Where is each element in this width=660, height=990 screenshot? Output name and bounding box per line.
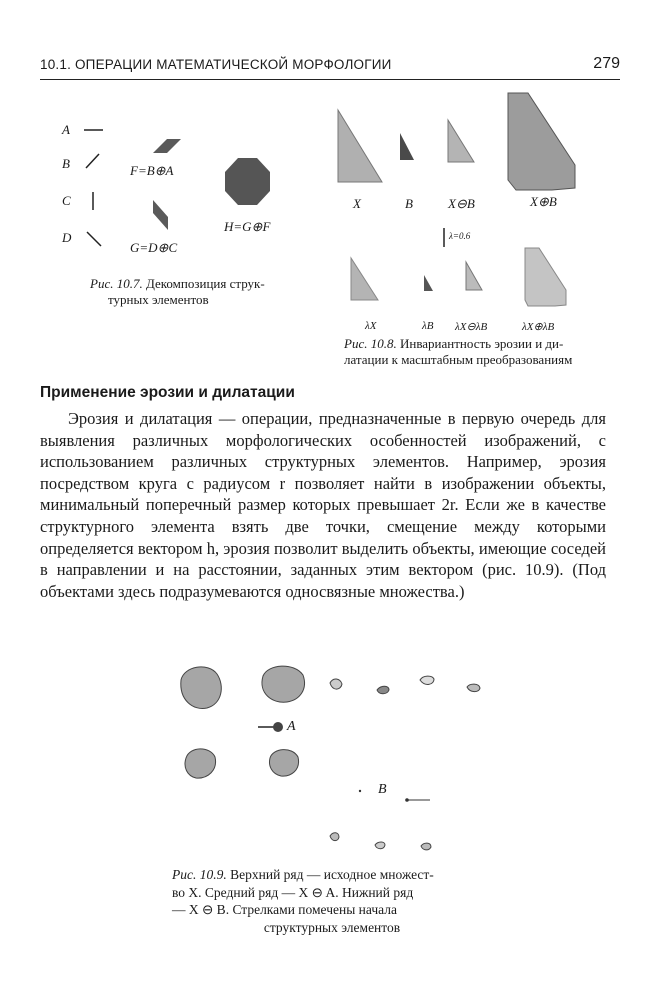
caption-10-8-prefix: Рис. 10.8. — [344, 336, 397, 351]
blob-top-2 — [262, 666, 305, 702]
label-x-erosion-b: X⊖B — [448, 196, 475, 211]
blob-bot-1 — [330, 833, 339, 841]
section-heading: Применение эрозии и дилатации — [40, 384, 295, 401]
caption-10-7-prefix: Рис. 10.7. — [90, 276, 143, 291]
page-number: 279 — [593, 55, 620, 72]
body-paragraph: Эрозия и дилатация — операции, предназначенные в первую очередь для выявления различных морфологических особенностей изображений, с использованием различных структурных элементов. Например, эрозия посредством круга с радиусом r позволяет найти в изображении объекты, минимальный поперечный размер которых превышает 2r. Если же в качестве структурного элемента взять две точки, смещение между которыми определяется вектором h, эрозия позволит выделить объекты, имеющие соседей в направлении и на расстоянии, заданных этим вектором (рис. 10.9). (Под объектами здесь подразумеваются односвязные множества.) — [40, 409, 606, 601]
label-lambda-x: λX — [365, 320, 377, 332]
label-lambda-x-erosion: λX⊖λB — [455, 321, 488, 333]
blob-top-5 — [420, 676, 434, 684]
label-b: B — [62, 156, 70, 171]
label-a: A — [62, 122, 70, 137]
caption-10-9-line1: Верхний ряд — исходное множест- — [230, 867, 434, 882]
caption-10-8-text2: латации к масштабным преобразованиям — [344, 352, 573, 367]
formula-h: H=G⊕F — [224, 219, 271, 234]
dot-b-start — [359, 790, 361, 792]
formula-f: F=B⊕A — [130, 163, 174, 178]
lambda-label: λ=0.6 — [449, 231, 471, 241]
caption-10-8-text: Инвариантность эрозии и ди- — [399, 336, 564, 351]
caption-10-7-text: Декомпозиция струк- — [145, 276, 265, 291]
label-lambda-x-dilation: λX⊕λB — [522, 321, 555, 333]
blob-top-4 — [377, 686, 389, 694]
blob-bot-2 — [375, 842, 385, 849]
label-c: C — [62, 193, 71, 208]
arrow-a-origin — [273, 722, 283, 732]
blob-top-6 — [467, 684, 480, 692]
caption-10-9 — [172, 866, 492, 936]
caption-10-9-line2: во X. Средний ряд — X ⊖ A. Нижний ряд — [172, 884, 414, 900]
blob-top-3 — [330, 679, 342, 689]
caption-10-7-text2: турных элементов — [108, 292, 209, 307]
label-d: D — [62, 230, 72, 245]
arrow-b-origin — [405, 798, 409, 802]
blob-mid-1 — [185, 749, 216, 778]
caption-10-9-line4: структурных элементов — [263, 919, 401, 935]
blob-mid-2 — [269, 750, 298, 777]
blob-top-1 — [181, 667, 222, 709]
label-lambda-b: λB — [422, 320, 434, 332]
label-x-dilation-b: X⊕B — [530, 194, 557, 209]
label-b-top: B — [405, 196, 413, 211]
formula-g: G=D⊕C — [130, 240, 178, 255]
section-title-header: 10.1. ОПЕРАЦИИ МАТЕМАТИЧЕСКОЙ МОРФОЛОГИИ — [40, 57, 392, 72]
caption-10-9-prefix: Рис. 10.9. — [172, 867, 227, 882]
label-a-10-9: A — [287, 719, 296, 734]
label-b-10-9: B — [378, 782, 387, 797]
label-x: X — [353, 196, 361, 211]
blob-bot-3 — [421, 843, 431, 850]
caption-10-9-line3: — X ⊖ B. Стрелками помечены начала — [172, 902, 397, 917]
